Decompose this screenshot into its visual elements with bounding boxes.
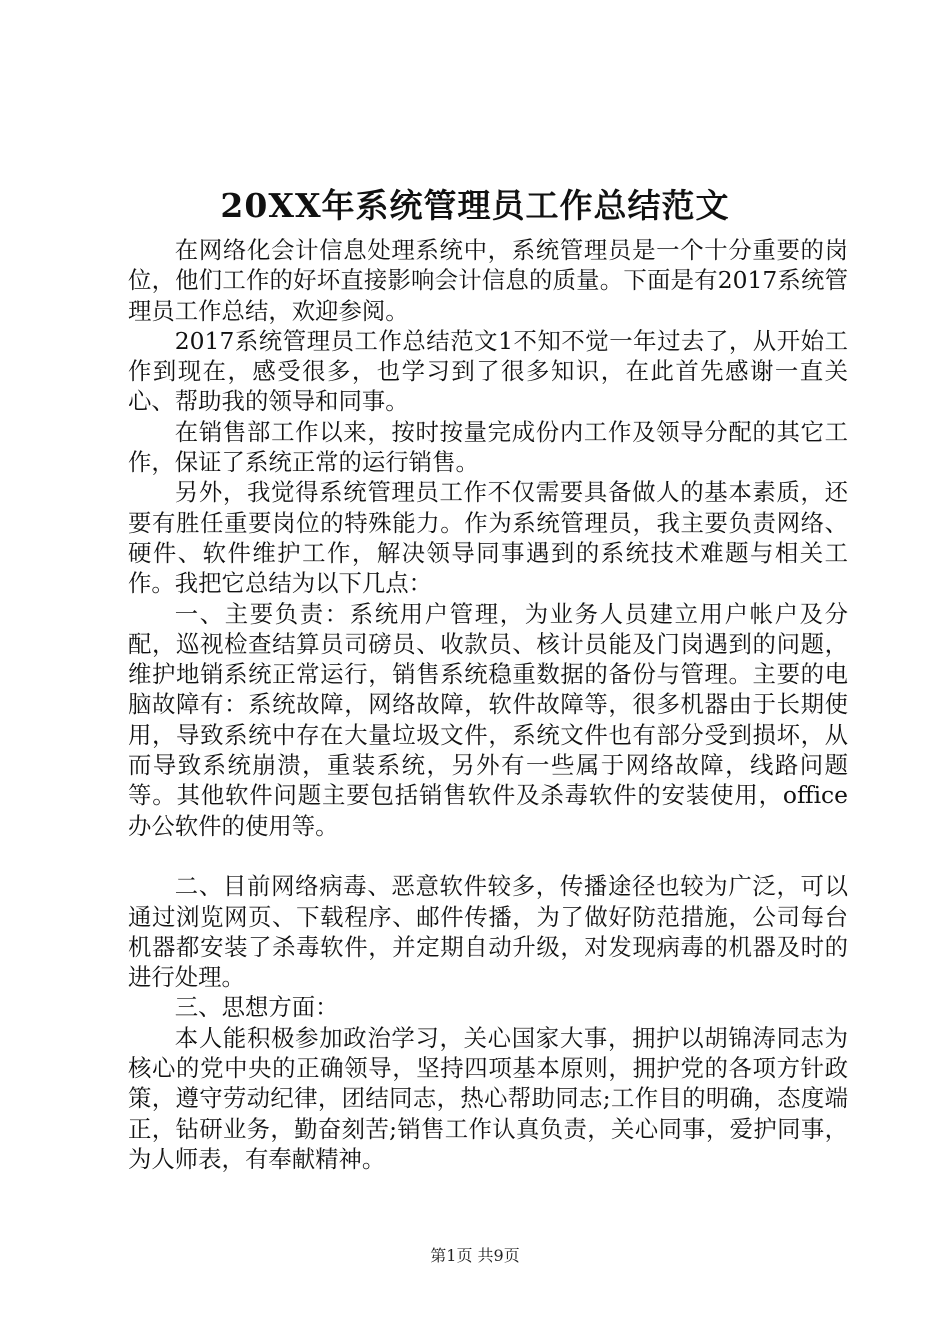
- paragraph-sales-work: 在销售部工作以来，按时按量完成份内工作及领导分配的其它工作，保证了系统正常的运行销售。: [128, 417, 848, 477]
- document-body: [128, 235, 848, 1174]
- paragraph-intro: 在网络化会计信息处理系统中，系统管理员是一个十分重要的岗位，他们工作的好坏直接影响会计信息的质量。下面是有2017系统管理员工作总结，欢迎参阅。: [128, 236, 848, 325]
- paragraph-spacer: [128, 841, 848, 871]
- page-footer: 第1页 共9页: [430, 1246, 520, 1265]
- paragraph-main-duties: 一、主要负责：系统用户管理，为业务人员建立用户帐户及分配，巡视检查结算员司磅员、收款员、核计员能及门岗遇到的问题，维护地销系统正常运行，销售系统稳重数据的备份与管理。主要的电脑故障有：系统故障，网络故障，软件故障等，很多机器由于长期使用，导致系统中存在大量垃圾文件，系统文件也有部分受到损坏，从而导致系统崩溃，重装系统，另外有一些属于网络故障，线路问题等。其他软件问题主要包括销售软件及杀毒软件的安装使用，office办公软件的使用等。: [128, 599, 848, 840]
- paragraph-abilities: 另外，我觉得系统管理员工作不仅需要具备做人的基本素质，还要有胜任重要岗位的特殊能力。作为系统管理员，我主要负责网络、硬件、软件维护工作，解决领导同事遇到的系统技术难题与相关工作。我把它总结为以下几点：: [128, 478, 848, 598]
- paragraph-thought-details: 本人能积极参加政治学习，关心国家大事，拥护以胡锦涛同志为核心的党中央的正确领导，坚持四项基本原则，拥护党的各项方针政策，遵守劳动纪律，团结同志，热心帮助同志;工作目的明确，态度端正，钻研业务，勤奋刻苦;销售工作认真负责，关心同事，爱护同事，为人师表，有奉献精神。: [128, 1023, 848, 1173]
- paragraph-summary-opening: 2017系统管理员工作总结范文1不知不觉一年过去了，从开始工作到现在，感受很多，也学习到了很多知识，在此首先感谢一直关心、帮助我的领导和同事。: [128, 326, 848, 416]
- paragraph-virus-protection: 二、目前网络病毒、恶意软件较多，传播途径也较为广泛，可以通过浏览网页、下载程序、邮件传播，为了做好防范措施，公司每台机器都安装了杀毒软件，并定期自动升级，对发现病毒的机器及时的进行处理。: [128, 872, 848, 992]
- document-title: 20XX年系统管理员工作总结范文: [220, 186, 730, 225]
- paragraph-heading-thought: 三、思想方面：: [174, 993, 339, 1022]
